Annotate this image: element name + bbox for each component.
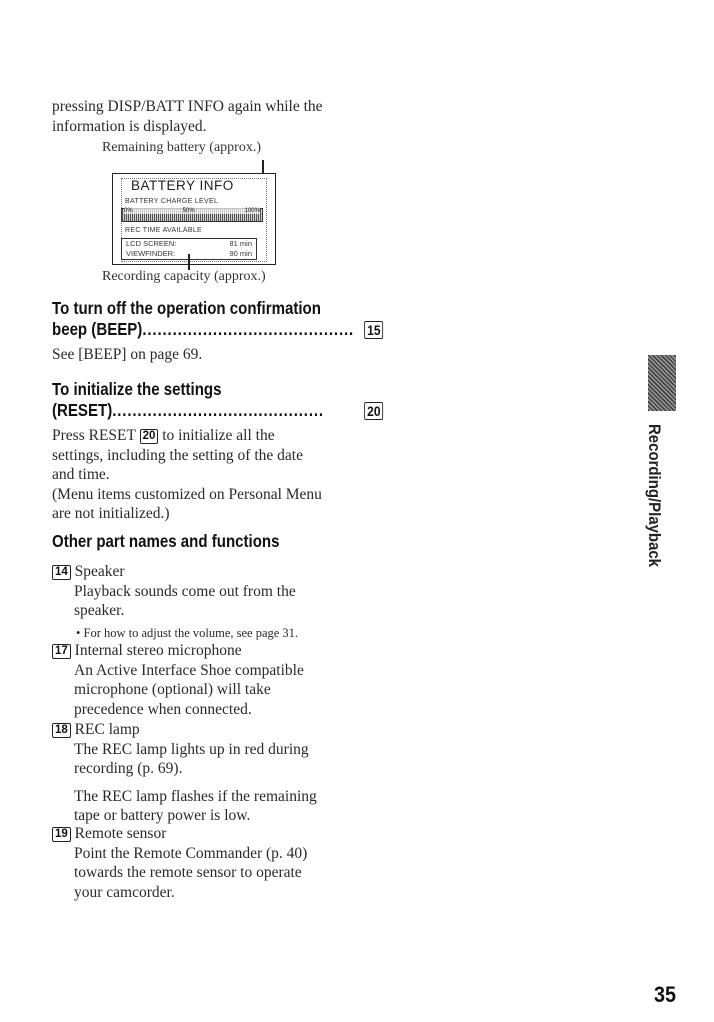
capacity-caption: Recording capacity (approx.)	[102, 269, 266, 284]
beep-heading	[52, 298, 383, 340]
reset-text	[52, 426, 322, 524]
part-title: REC lamp	[74, 721, 140, 738]
rec-time-label: REC TIME AVAILABLE	[125, 227, 202, 234]
dot-leader: ..........................................	[112, 400, 324, 420]
part-desc-line: microphone (optional) will take	[74, 681, 271, 698]
part-title: Internal stereo microphone	[74, 642, 242, 659]
reset-text-line: settings, including the setting of the date	[52, 446, 303, 464]
part-item-remote-sensor	[52, 824, 352, 902]
part-desc-line: The REC lamp flashes if the remaining	[74, 787, 317, 805]
part-desc-line: An Active Interface Shoe compatible	[74, 661, 304, 679]
viewfinder-label: VIEWFINDER:	[126, 248, 176, 258]
page-number: 35	[654, 982, 677, 1007]
reset-text-line: (Menu items customized on Personal Menu	[52, 485, 322, 503]
dot-leader: ..........................................	[142, 319, 355, 339]
beep-text: See [BEEP] on page 69.	[52, 346, 203, 363]
charge-level-bar	[121, 208, 263, 222]
callout-badge-19: 19	[52, 827, 71, 842]
intro-line: pressing DISP/BATT INFO again while the	[52, 98, 323, 115]
battery-caption: Remaining battery (approx.)	[102, 140, 262, 155]
charge-mark: 100%	[244, 208, 260, 214]
beep-heading-line: To turn off the operation confirmation	[52, 298, 321, 318]
beep-heading-line: beep (BEEP)	[52, 319, 143, 339]
part-title: Speaker	[74, 563, 125, 580]
reset-heading	[52, 379, 383, 421]
reset-text-line: are not initialized.)	[52, 505, 170, 522]
callout-badge-15: 15	[365, 321, 384, 339]
charge-level-label: BATTERY CHARGE LEVEL	[125, 198, 219, 205]
reset-heading-line: To initialize the settings	[52, 379, 222, 399]
viewfinder-value: 90 min	[229, 248, 252, 258]
part-item-speaker	[52, 562, 352, 642]
part-desc-line: recording (p. 69).	[74, 760, 183, 777]
chapter-tab-label	[645, 424, 676, 574]
callout-badge-20: 20	[365, 402, 384, 420]
parts-heading: Other part names and functions	[52, 531, 280, 551]
callout-badge-18: 18	[52, 723, 71, 738]
intro-text	[52, 97, 323, 136]
part-item-rec-lamp	[52, 720, 352, 826]
chapter-tab-marker	[648, 355, 676, 411]
part-desc-line: The REC lamp lights up in red during	[74, 740, 309, 758]
callout-badge-14: 14	[52, 565, 71, 580]
reset-text-part: Press RESET	[52, 427, 136, 444]
part-desc-line: your camcorder.	[74, 883, 175, 901]
reset-heading-line: (RESET)	[52, 400, 113, 420]
reset-text-part: to initialize all the	[162, 427, 275, 444]
part-desc-line: Point the Remote Commander (p. 40)	[74, 844, 308, 862]
part-item-microphone	[52, 641, 352, 719]
battery-info-display	[112, 173, 276, 265]
callout-badge-17: 17	[52, 644, 71, 659]
part-desc-line: precedence when connected.	[74, 700, 252, 718]
part-title: Remote sensor	[74, 825, 167, 842]
chapter-tab-text: Recording/Playback	[645, 424, 664, 568]
lcd-screen-label: LCD SCREEN:	[126, 239, 177, 248]
part-desc-line: Playback sounds come out from the	[74, 582, 296, 600]
capacity-pointer-line	[188, 254, 190, 270]
part-desc-line: towards the remote sensor to operate	[74, 864, 302, 881]
part-desc-line: speaker.	[74, 602, 125, 619]
lcd-screen-value: 81 min	[229, 239, 252, 248]
reset-text-line: and time.	[52, 466, 110, 483]
part-note: • For how to adjust the volume, see page 31.	[76, 625, 299, 640]
display-title: BATTERY INFO	[131, 178, 234, 193]
callout-badge-20-inline: 20	[140, 429, 159, 444]
charge-mark: 50%	[182, 208, 195, 214]
part-desc-line: tape or battery power is low.	[74, 807, 251, 824]
charge-mark: 0%	[124, 208, 133, 214]
intro-line: information is displayed.	[52, 117, 207, 135]
